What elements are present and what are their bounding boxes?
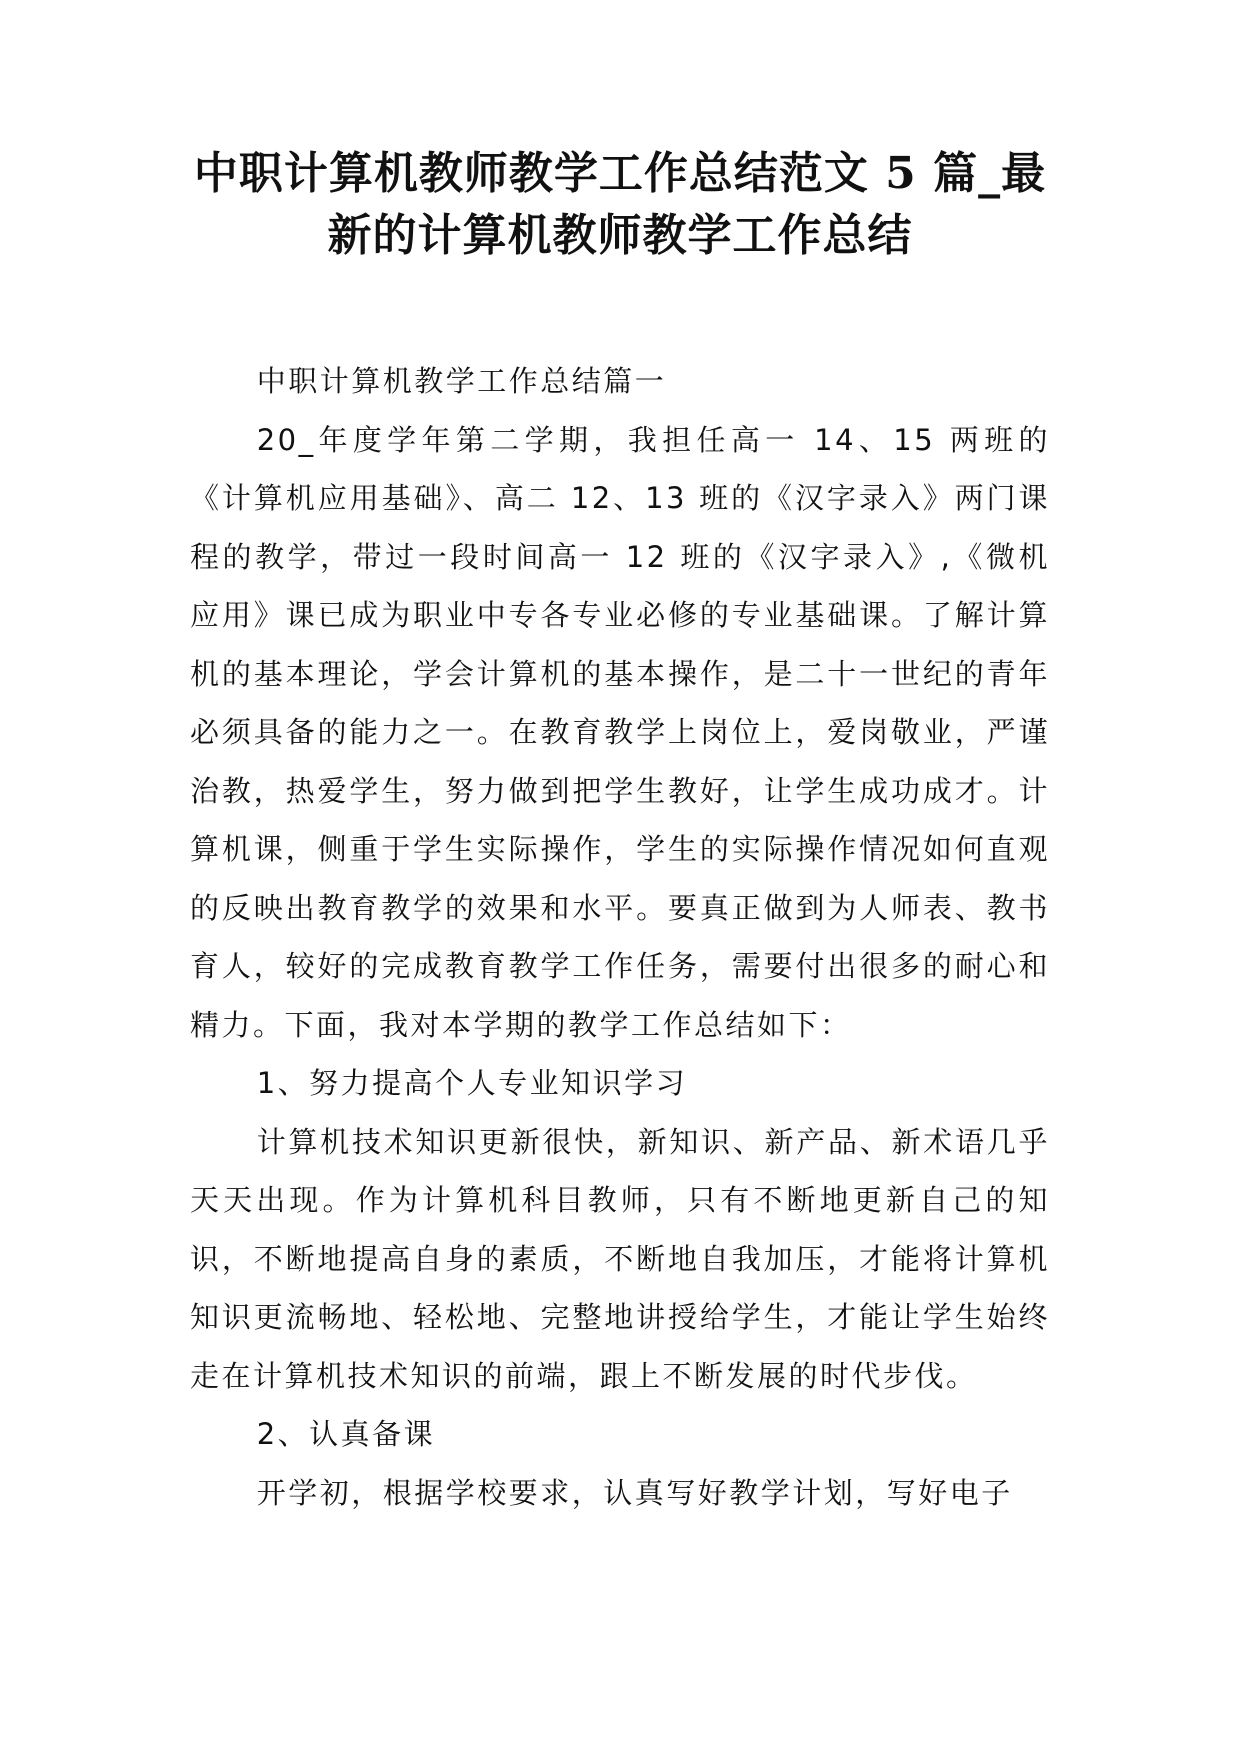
body-paragraph: 开学初，根据学校要求，认真写好教学计划，写好电子: [256, 1475, 1013, 1510]
document-body: [190, 352, 1050, 1522]
body-paragraph: 20_年度学年第二学期，我担任高一 14、15 两班的《计算机应用基础》、高二 12、13 班的《汉字录入》两门课程的教学，带过一段时间高一 12 班的《汉字录入》,《微机应用》课已成为职业中专各专业必修的专业基础课。了解计算机的基本理论，学会计算机的基本操作，是二十一世纪的青年必须具备的能力之一。在教育教学上岗位上，爱岗敬业，严谨治教，热爱学生，努力做到把学生教好，让学生成功成才。计算机课，侧重于学生实际操作，学生的实际操作情况如何直观的反映出教育教学的效果和水平。要真正做到为人师表、教书育人，较好的完成教育教学工作任务，需要付出很多的耐心和精力。下面，我对本学期的教学工作总结如下：: [190, 422, 1050, 1042]
document-title: 中职计算机教师教学工作总结范文 5 篇_最新的计算机教师教学工作总结: [193, 148, 1047, 261]
section-heading: 1、努力提高个人专业知识学习: [256, 1066, 688, 1100]
section-heading: 2、认真备课: [256, 1417, 436, 1451]
body-paragraph: 计算机技术知识更新很快，新知识、新产品、新术语几乎天天出现。作为计算机科目教师，只有不断地更新自己的知识，不断地提高自身的素质，不断地自我加压，才能将计算机知识更流畅地、轻松地、完整地讲授给学生，才能让学生始终走在计算机技术知识的前端，跟上不断发展的时代步伐。: [190, 1124, 1050, 1393]
section-heading: 中职计算机教学工作总结篇一: [256, 364, 667, 398]
